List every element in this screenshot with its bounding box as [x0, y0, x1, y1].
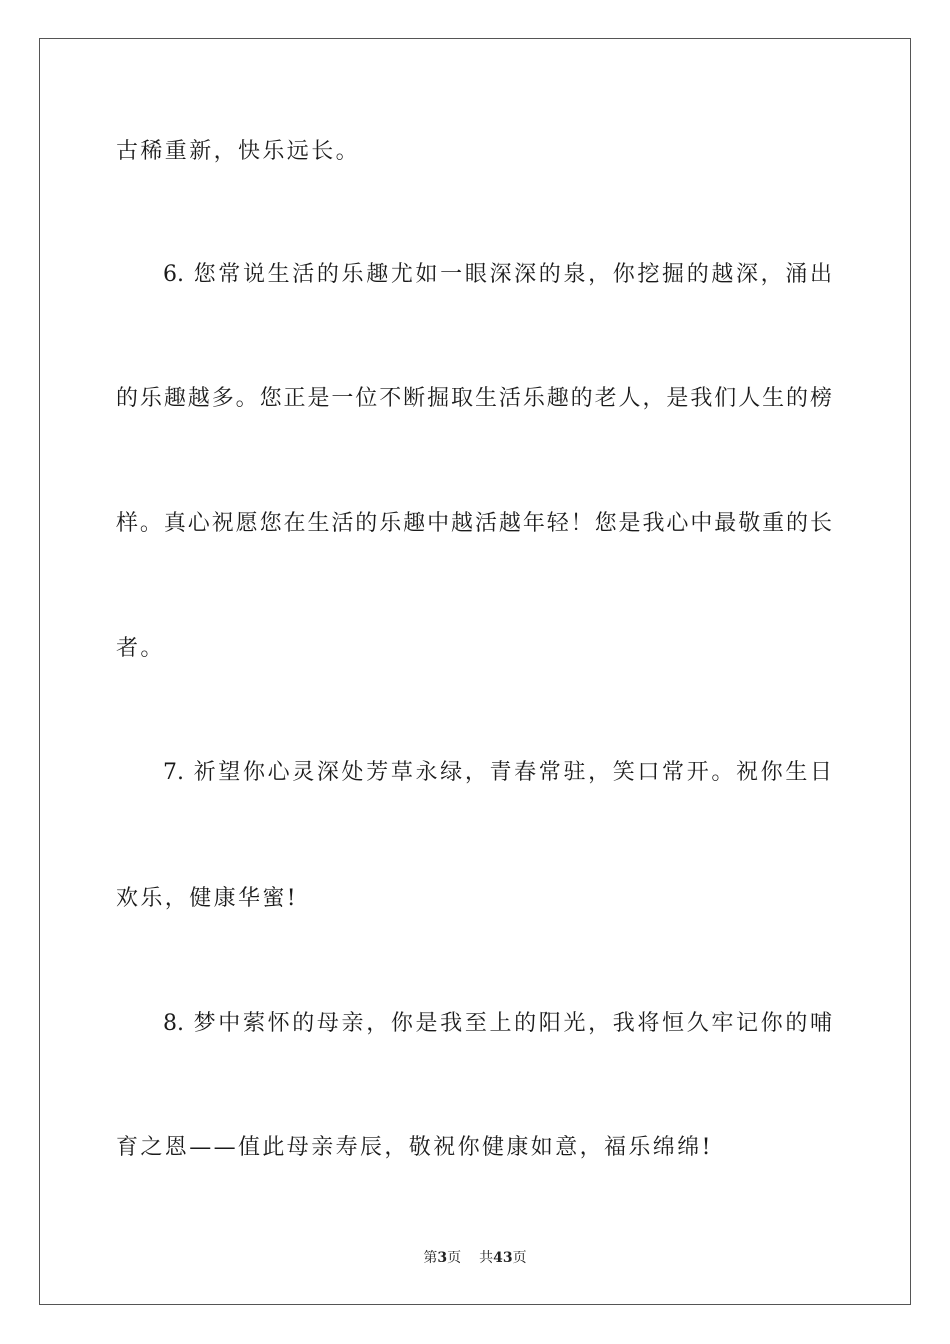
paragraph-line: 样。真心祝愿您在生活的乐趣中越活越年轻！您是我心中最敬重的长 — [116, 511, 832, 536]
total-suffix: 页 — [512, 1250, 527, 1266]
paragraph-line: 8. 梦中萦怀的母亲，你是我至上的阳光，我将恒久牢记你的哺 — [163, 1011, 832, 1036]
total-pages-number: 43 — [493, 1250, 513, 1266]
page-border — [39, 38, 911, 1305]
paragraph-line: 欢乐，健康华蜜! — [116, 886, 299, 911]
paragraph-line: 的乐趣越多。您正是一位不断掘取生活乐趣的老人，是我们人生的榜 — [116, 386, 832, 411]
paragraph-line: 7. 祈望你心灵深处芳草永绿，青春常驻，笑口常开。祝你生日 — [163, 760, 832, 785]
total-prefix: 共 — [479, 1250, 494, 1266]
paragraph-line: 6. 您常说生活的乐趣尤如一眼深深的泉，你挖掘的越深，涌出 — [163, 262, 832, 287]
paragraph-line: 古稀重新，快乐远长。 — [116, 139, 361, 164]
page-footer — [0, 1249, 950, 1267]
current-page-number: 3 — [437, 1250, 448, 1266]
page-suffix: 页 — [447, 1250, 462, 1266]
paragraph-line: 育之恩——值此母亲寿辰，敬祝你健康如意，福乐绵绵! — [116, 1135, 713, 1160]
paragraph-line: 者。 — [116, 636, 165, 661]
page-prefix: 第 — [423, 1250, 438, 1266]
